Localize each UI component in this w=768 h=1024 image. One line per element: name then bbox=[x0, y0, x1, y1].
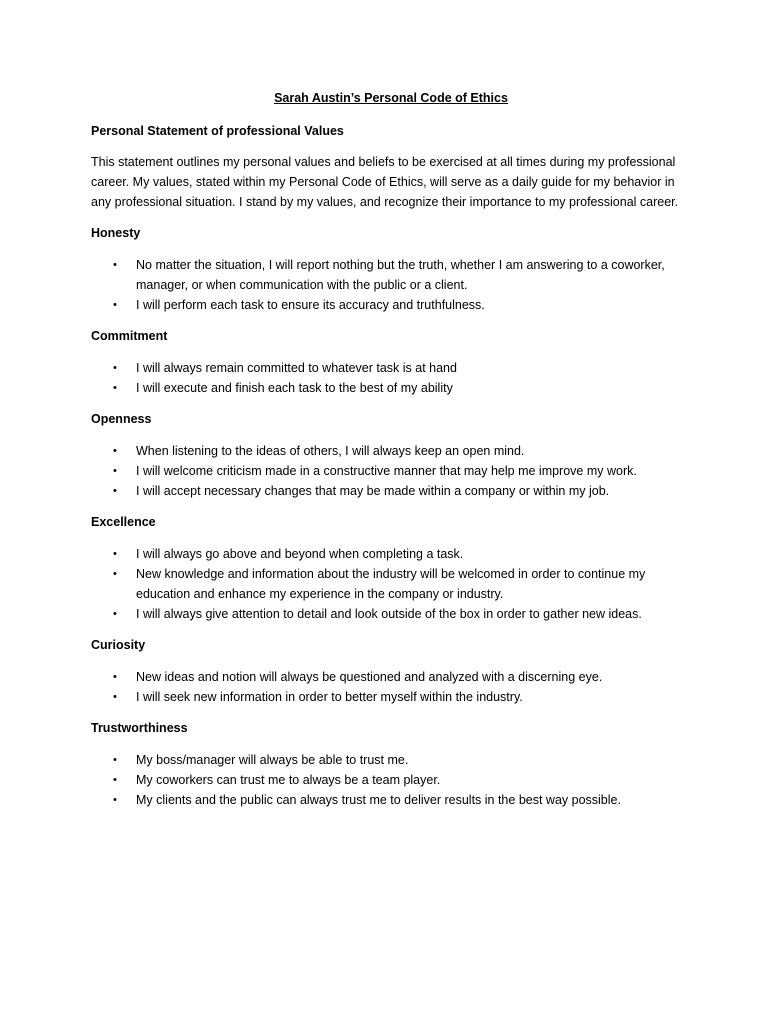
list-item bbox=[91, 770, 691, 790]
section-heading-openness: Openness bbox=[91, 412, 152, 426]
section-heading-commitment: Commitment bbox=[91, 329, 168, 343]
list-item-text: I will always go above and beyond when completing a task. bbox=[136, 547, 464, 561]
list-item bbox=[91, 358, 691, 378]
bullet-icon: • bbox=[113, 259, 117, 271]
bullet-icon: • bbox=[113, 548, 117, 560]
bullet-icon: • bbox=[113, 382, 117, 394]
bullet-icon: • bbox=[113, 485, 117, 497]
bullet-icon: • bbox=[113, 754, 117, 766]
list-item bbox=[91, 667, 691, 687]
list-item bbox=[91, 461, 691, 481]
bullet-icon: • bbox=[113, 774, 117, 786]
list-item-text: I will always give attention to detail and look outside of the box in order to gather new ideas. bbox=[136, 607, 642, 621]
bullet-icon: • bbox=[113, 362, 117, 374]
document-page bbox=[91, 88, 691, 821]
list-item bbox=[91, 378, 691, 398]
bullet-icon: • bbox=[113, 465, 117, 477]
list-item bbox=[91, 255, 691, 295]
list-item-text: No matter the situation, I will report nothing but the truth, whether I am answering to a coworker, manager, or when communication with the public or a client. bbox=[136, 258, 665, 292]
document-title: Sarah Austin’s Personal Code of Ethics bbox=[274, 91, 508, 105]
list-item bbox=[91, 481, 691, 501]
bullet-list bbox=[91, 358, 691, 398]
list-item-text: I will always remain committed to whatever task is at hand bbox=[136, 361, 457, 375]
list-item-text: I will perform each task to ensure its accuracy and truthfulness. bbox=[136, 298, 485, 312]
list-item-text: When listening to the ideas of others, I will always keep an open mind. bbox=[136, 444, 525, 458]
section-heading-honesty: Honesty bbox=[91, 226, 141, 240]
list-item-text: New ideas and notion will always be questioned and analyzed with a discerning eye. bbox=[136, 670, 603, 684]
list-item-text: My boss/manager will always be able to trust me. bbox=[136, 753, 409, 767]
list-item bbox=[91, 604, 691, 624]
list-item-text: I will welcome criticism made in a constructive manner that may help me improve my work. bbox=[136, 464, 637, 478]
bullet-icon: • bbox=[113, 299, 117, 311]
bullet-icon: • bbox=[113, 608, 117, 620]
bullet-icon: • bbox=[113, 794, 117, 806]
list-item bbox=[91, 687, 691, 707]
bullet-icon: • bbox=[113, 671, 117, 683]
list-item bbox=[91, 544, 691, 564]
list-item-text: My clients and the public can always trust me to deliver results in the best way possible. bbox=[136, 793, 621, 807]
list-item bbox=[91, 790, 691, 810]
bullet-list bbox=[91, 255, 691, 315]
list-item bbox=[91, 295, 691, 315]
list-item-text: My coworkers can trust me to always be a team player. bbox=[136, 773, 441, 787]
list-item bbox=[91, 441, 691, 461]
list-item-text: I will accept necessary changes that may be made within a company or within my job. bbox=[136, 484, 610, 498]
bullet-icon: • bbox=[113, 568, 117, 580]
statement-heading: Personal Statement of professional Values bbox=[91, 124, 344, 138]
bullet-list bbox=[91, 667, 691, 707]
list-item bbox=[91, 750, 691, 770]
list-item bbox=[91, 564, 691, 604]
sections-container bbox=[91, 223, 691, 810]
list-item-text: New knowledge and information about the industry will be welcomed in order to continue my education and enhance my experience in the company or industry. bbox=[136, 567, 646, 601]
list-item-text: I will seek new information in order to better myself within the industry. bbox=[136, 690, 523, 704]
section-heading-excellence: Excellence bbox=[91, 515, 156, 529]
section-heading-curiosity: Curiosity bbox=[91, 638, 146, 652]
section-heading-trustworthiness: Trustworthiness bbox=[91, 721, 188, 735]
bullet-icon: • bbox=[113, 691, 117, 703]
bullet-list bbox=[91, 544, 691, 624]
bullet-list bbox=[91, 750, 691, 810]
bullet-icon: • bbox=[113, 445, 117, 457]
statement-body: This statement outlines my personal values and beliefs to be exercised at all times during my professional career. My values, stated within my Personal Code of Ethics, will serve as a daily guide for my behavior in any professional situation. I stand by my values, and recognize their importance to my professional career. bbox=[91, 155, 679, 209]
list-item-text: I will execute and finish each task to the best of my ability bbox=[136, 381, 453, 395]
bullet-list bbox=[91, 441, 691, 501]
